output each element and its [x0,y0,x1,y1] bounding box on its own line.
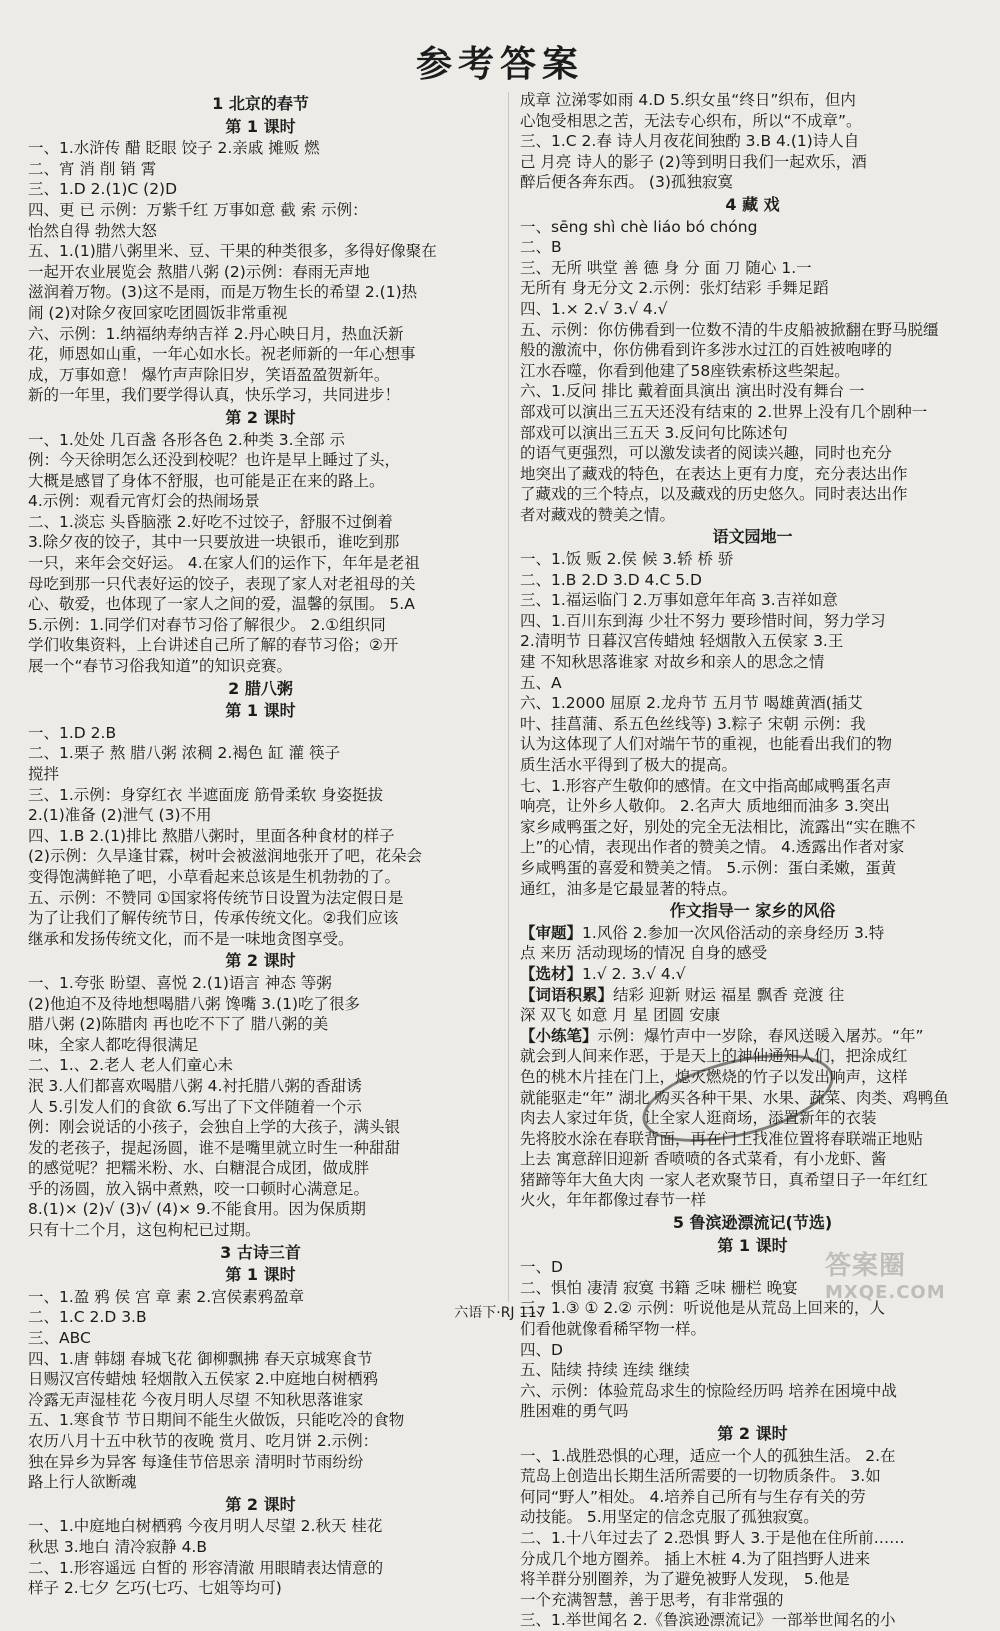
section-heading: 3 古诗三首 [220,1242,301,1262]
answer-line: 二、1.淡忘 头昏脑涨 2.好吃不过饺子，舒服不过倒着 [28,512,393,531]
answer-line: 三、1.C 2.春 诗人月夜花间独酌 3.B 4.(1)诗人自 [520,132,860,151]
answer-line: 腊八粥 (2)陈腊肉 再也吃不下了 腊八粥的美 [28,1015,329,1034]
answer-line: 一、1.盈 鸦 侯 宫 章 素 2.宫侯素鸦盈章 [28,1287,305,1306]
answer-line: 一、1.D 2.B [28,723,117,742]
answer-line: 滋润着万物。(3)这不是雨，而是万物生长的希望 2.(1)热 [28,283,418,302]
column-divider [508,92,509,1302]
answer-line: 一、1.水浒传 醋 眨眼 饺子 2.亲戚 摊贩 燃 [28,139,320,158]
section-heading: 作文指导一 家乡的风俗 [669,901,836,921]
answer-line: 一个充满智慧，善于思考，有非常强的 [520,1590,784,1609]
page-footer: 六语下·RJ 117 [454,1305,546,1321]
answer-line: 花，师恩如山重，一年心如水长。祝老师新的一年心想事 [28,345,416,364]
answer-line: 者对藏戏的赞美之情。 [520,505,676,524]
answer-line: 五、1.寒食节 节日期间不能生火做饭，只能吃冷的食物 [28,1411,405,1430]
answer-line: 一、1.夸张 盼望、喜悦 2.(1)语言 神态 等粥 [28,973,332,992]
answer-line: 二、1.十八年过去了 2.恐惧 野人 3.于是他在住所前…… [520,1528,905,1547]
answer-line: 一、1.战胜恐惧的心理，适应一个人的孤独生活。 2.在 [520,1446,896,1465]
answer-text: 1.风俗 2.参加一次风俗活动的亲身经历 3.特 [582,923,885,942]
answer-line: 变得饱满鲜艳了吧，小草看起来总该是生机勃勃的了。 [28,867,401,886]
answer-line: 质生活水平得到了极大的提高。 [520,756,738,774]
answer-line: 就会到人间来作恶，于是天上的神仙通知人们，把涂成红 [520,1047,908,1066]
answer-line: 人 5.引发人们的食欲 6.写出了下文伴随着一个示 [28,1097,362,1116]
answer-line: 五、A [520,673,562,692]
answer-line: 展一个“春节习俗我知道”的知识竞赛。 [28,657,293,676]
answer-line: 点 来历 活动现场的情况 自身的感受 [520,944,768,963]
answer-line: 继承和发扬传统文化，而不是一味地贪图享受。 [28,929,354,948]
answer-line: 三、1.D 2.(1)C (2)D [28,180,178,199]
answer-line: 新的一年里，我们要学得认真，快乐学习，共同进步！ [28,386,401,405]
answer-line: 4.示例：观看元宵灯会的热闹场景 [28,492,260,511]
answer-tag: 【选材】 [520,964,583,983]
answer-line: 五、示例：你仿佛看到一位数不清的牛皮船被掀翻在野马脱缰 [520,320,939,339]
answer-line: 二、宵 消 削 销 霄 [28,159,157,178]
answer-line: 二、1.B 2.D 3.D 4.C 5.D [520,570,702,589]
answer-line: 五、示例：不赞同 ①国家将传统节日设置为法定假日是 [28,888,404,907]
answer-line: 2.清明节 日暮汉宫传蜡烛 轻烟散入五侯家 3.王 [520,632,844,651]
answer-line: 胜困难的勇气吗 [520,1402,629,1421]
answer-line: 乡咸鸭蛋的喜爱和赞美之情。 5.示例：蛋白柔嫩，蛋黄 [520,858,897,877]
answer-line: 六、1.反问 排比 戴着面具演出 演出时没有舞台 一 [520,382,865,401]
right-column [520,90,985,1631]
answer-line: 一、sēng shì chè liáo bó chóng [520,217,758,236]
answer-line: 地突出了藏戏的特色，在表达上更有力度，充分表达出作 [520,464,908,483]
answer-line: 四、D [520,1340,563,1359]
answer-line: 闹 (2)对除夕夜回家吃团圆饭非常重视 [28,303,288,322]
page-title: 参考答案 [415,43,584,85]
answer-line: 味，全家人都吃得很满足 [28,1035,199,1054]
left-column [28,92,493,1599]
answer-line: 响亮，让外乡人敬仰。 2.名声大 质地细而油多 3.突出 [520,797,890,816]
answer-line: 一、1.饭 贩 2.侯 候 3.轿 桥 骄 [520,550,734,569]
answer-line: 分成几个地方圈养。 插上木桩 4.为了阻挡野人进来 [520,1549,871,1568]
section-heading: 语文园地一 [712,527,793,547]
answer-line: 家乡咸鸭蛋之好，别处的完全无法相比，流露出“实在瞧不 [520,817,916,836]
answer-line: 三、ABC [28,1329,91,1348]
section-heading: 第 2 课时 [225,407,296,427]
answer-line [520,964,985,985]
answer-line: 就能驱走“年” 湖北 购买各种干果、水果、蔬菜、肉类、鸡鸭鱼 [520,1088,949,1107]
answer-line: 四、1.B 2.(1)排比 熬腊八粥时，里面各种食材的样子 [28,826,395,845]
answer-line: 大概是感冒了身体不舒服，也可能是正在来的路上。 [28,471,385,490]
answer-line: 例：刚会说话的小孩子，会独自上学的大孩子，满头银 [28,1118,401,1137]
answer-line: 荒岛上创造出长期生活所需要的一切物质条件。 3.如 [520,1467,881,1486]
answer-line: 上”的心情，表现出作者的赞美之情。 4.透露出作者对家 [520,838,905,857]
answer-line: 们看他就像看稀罕物一样。 [520,1320,707,1339]
answer-line: 先将胶水涂在春联背面，再在门上找准位置将春联端正地贴 [520,1129,924,1148]
answer-line: 六、示例：体验荒岛求生的惊险经历吗 培养在困境中战 [520,1381,897,1400]
answer-line: 猪蹄等年大鱼大肉 一家人老欢聚节日，真希望日子一年红红 [520,1170,928,1189]
answer-line: 叶、挂菖蒲、系五色丝线等) 3.粽子 宋朝 示例：我 [520,714,866,733]
answer-line: 二、1.栗子 熬 腊八粥 浓稠 2.褐色 缸 灌 筷子 [28,744,341,763]
answer-line: 一、1.中庭地白树栖鸦 今夜月明人尽望 2.秋天 桂花 [28,1517,383,1536]
answer-line: 一起开农业展览会 熬腊八粥 (2)示例：春雨无声地 [28,262,370,281]
answer-line: 二、1.、2.老人 老人们童心未 [28,1056,234,1075]
answer-line: 二、B [520,238,562,257]
answer-line: 的语气更强烈，可以激发读者的阅读兴趣，同时也充分 [520,444,893,463]
answer-line: 例：今天徐明怎么还没到校呢？也许是早上睡过了头， [28,451,401,470]
answer-line: 部戏可以演出三五天还没有结束的 2.世界上没有几个剧种一 [520,402,928,421]
answer-line: 六、1.2000 屈原 2.龙舟节 五月节 喝雄黄酒(插艾 [520,694,863,713]
answer-text: 结彩 迎新 财运 福星 飘香 竞渡 往 [613,985,845,1004]
answer-line: 二、1.C 2.D 3.B [28,1308,147,1327]
answer-line: (2)示例：久旱逢甘霖，树叶会被滋润地张开了吧，花朵会 [28,847,422,866]
answer-line: 火火，年年都像过春节一样 [520,1191,707,1210]
answer-line: 独在异乡为异客 每逢佳节倍思亲 清明时节雨纷纷 [28,1452,364,1471]
answer-line: 般的激流中，你仿佛看到许多涉水过江的百姓被咆哮的 [520,341,893,360]
answer-line: 搅拌 [28,765,60,783]
answer-line: 无所有 身无分文 2.示例：张灯结彩 手舞足蹈 [520,279,829,298]
section-heading: 第 2 课时 [225,951,296,971]
answer-tag: 【小练笔】 [520,1026,598,1045]
answer-line: 冷露无声湿桂花 今夜月明人尽望 不知秋思落谁家 [28,1390,364,1409]
watermark-line-2: MXQE.COM [825,1282,946,1303]
section-heading: 2 腊八粥 [228,678,293,698]
answer-text: 1.√ 2. 3.√ 4.√ [582,964,686,983]
answer-line: 发的老孩子，提起汤圆，谁不是嘴里就立时生一种甜甜 [28,1138,401,1157]
answer-line: 四、更 已 示例：万紫千红 万事如意 截 索 示例： [28,200,368,219]
answer-line: 秋思 3.地白 清冷寂静 4.B [28,1537,207,1556]
answer-line: 母吃到那一只代表好运的饺子，表现了家人对老祖母的关 [28,574,416,593]
answer-line [520,1026,985,1047]
answer-line [520,923,985,944]
answer-line: 农历八月十五中秋节的夜晚 赏月、吃月饼 2.示例： [28,1432,379,1450]
answer-line: 心饱受相思之苦，无法专心织布，所以“不成章”。 [520,111,862,130]
answer-line: 8.(1)× (2)√ (3)√ (4)× 9.不能食用。因为保质期 [28,1200,366,1219]
answer-line: 成，万事如意！ 爆竹声声除旧岁，笑语盈盈贺新年。 [28,365,390,384]
answer-line: 一、1.处处 几百盏 各形各色 2.种类 3.全部 示 [28,430,346,449]
answer-line: 2.(1)准备 (2)泄气 (3)不用 [28,806,212,825]
answer-line: 上去 寓意辞旧迎新 香喷喷的各式菜肴，有小龙虾、酱 [520,1150,887,1169]
answer-line: 路上行人欲断魂 [28,1473,137,1492]
answer-line: 将羊群分别圈养，为了避免被野人发现， 5.他是 [520,1570,850,1589]
answer-line: 三、1.③ ① 2.② 示例：听说他是从荒岛上回来的，人 [520,1299,886,1318]
answer-line: 建 不知秋思落谁家 对故乡和亲人的思念之情 [520,653,825,672]
answer-line: 的感觉呢？把糯米粉、水、白糖混合成团，做成胖 [28,1159,370,1178]
watermark-line-1: 答案圈 [825,1251,907,1281]
answer-line: 六、示例：1.纳福纳寿纳吉祥 2.丹心映日月，热血沃新 [28,324,404,343]
answer-line: 三、1.示例：身穿红衣 半遮面庞 筋骨柔软 身姿挺拔 [28,785,384,804]
section-heading: 4 藏 戏 [725,194,780,214]
answer-line: 何同“野人”相处。 4.培养自己所有与生存有关的劳 [520,1487,866,1506]
answer-line: 了藏戏的三个特点，以及藏戏的历史悠久。同时表达出作 [520,485,908,504]
answer-line: 怡然自得 勃然大怒 [28,221,157,240]
answer-line: 3.除夕夜的饺子，其中一只要放进一块银币，谁吃到那 [28,533,400,552]
answer-line: 色的桃木片挂在门上，熄灭燃烧的竹子以发出响声，这样 [520,1067,908,1086]
section-heading: 第 2 课时 [717,1424,788,1443]
answer-line: 动技能。 5.用坚定的信念克服了孤独寂寞。 [520,1508,819,1527]
answer-line: 样子 2.七夕 乞巧(七巧、七姐等均可) [28,1579,282,1598]
answer-line: 五、1.(1)腊八粥里米、豆、干果的种类很多，多得好像聚在 [28,242,437,261]
answer-line: 四、1.唐 韩翃 春城飞花 御柳飘拂 春天京城寒食节 [28,1349,373,1368]
answer-line: 心、敬爱，也体现了一家人之间的爱，温馨的氛围。 5.A [28,595,415,614]
answer-line: 三、1.举世闻名 2.《鲁滨逊漂流记》一部举世闻名的小 [520,1611,896,1630]
answer-line: 一只，来年会交好运。 4.在家人们的运作下，年年是老祖 [28,554,420,573]
answer-line: 五、陆续 持续 连续 继续 [520,1361,690,1380]
answer-line: 为了让我们了解传统节日，传承传统文化。②我们应该 [28,909,399,928]
section-heading: 第 1 课时 [225,116,296,136]
answer-line: 成章 泣涕零如雨 4.D 5.织女虽“终日”织布，但内 [520,91,856,109]
answer-line: 部戏可以演出三五天 3.反问句比陈述句 [520,423,788,442]
answer-line: 江水吞噬，你看到他建了58座铁索桥这些架起。 [520,361,850,380]
answer-tag: 【词语积累】 [520,985,614,1004]
answer-line: 一、D [520,1258,563,1277]
answer-line [520,985,985,1006]
answer-line: 七、1.形容产生敬仰的感情。在文中指高邮咸鸭蛋名声 [520,776,892,795]
answer-line: 深 双飞 如意 月 星 团圆 安康 [520,1006,721,1025]
answer-line: 三、无所 哄堂 善 德 身 分 面 刀 随心 1.一 [520,258,812,277]
answer-line: 三、1.福运临门 2.万事如意年年高 3.吉祥如意 [520,591,838,610]
answer-line: 四、1.× 2.√ 3.√ 4.√ [520,299,668,318]
section-heading: 5 鲁滨逊漂流记(节选) [672,1213,833,1233]
answer-line: 乎的汤圆，放入锅中煮熟，咬一口顿时心满意足。 [28,1179,370,1198]
section-heading: 第 1 课时 [225,1265,296,1285]
answer-tag: 【审题】 [520,923,583,942]
answer-line: 学们收集资料，上台讲述自己所了解的春节习俗；②开 [28,636,399,655]
answer-line: 二、1.形容遥远 白皙的 形容清澈 用眼睛表达情意的 [28,1558,384,1577]
answer-line: 只有十二个月，这包枸杞已过期。 [28,1221,261,1240]
section-heading: 第 2 课时 [225,1494,296,1514]
answer-line: (2)他迫不及待地想喝腊八粥 馋嘴 3.(1)吃了很多 [28,994,361,1013]
answer-line: 5.示例：1.同学们对春节习俗了解很少。 2.①组织同 [28,615,386,634]
section-heading: 第 1 课时 [225,701,296,721]
section-heading: 1 北京的春节 [212,94,309,113]
answer-line: 泯 3.人们都喜欢喝腊八粥 4.衬托腊八粥的香甜诱 [28,1076,362,1095]
answer-line: 日赐汉宫传蜡烛 轻烟散入五侯家 2.中庭地白树栖鸦 [28,1370,379,1389]
answer-line: 己 月亮 诗人的影子 (2)等到明日我们一起欢乐，酒 [520,152,867,171]
answer-line: 四、1.百川东到海 少壮不努力 要珍惜时间，努力学习 [520,611,886,630]
answer-line: 通红，油多是它最显著的特点。 [520,879,738,898]
answer-text: 示例：爆竹声中一岁除，春风送暖入屠苏。“年” [597,1026,924,1045]
watermark-logo [825,1245,946,1303]
answer-line: 肉去人家过年货，让全家人逛商场，添置新年的衣装 [520,1109,877,1128]
answer-line: 认为这体现了人们对端午节的重视，也能看出我们的物 [520,735,893,754]
section-heading: 第 1 课时 [717,1235,788,1255]
answer-line: 醉后便各奔东西。 (3)孤独寂寞 [520,173,733,192]
answer-line: 二、惧怕 凄清 寂寞 书籍 乏味 栅栏 晚宴 [520,1278,798,1297]
